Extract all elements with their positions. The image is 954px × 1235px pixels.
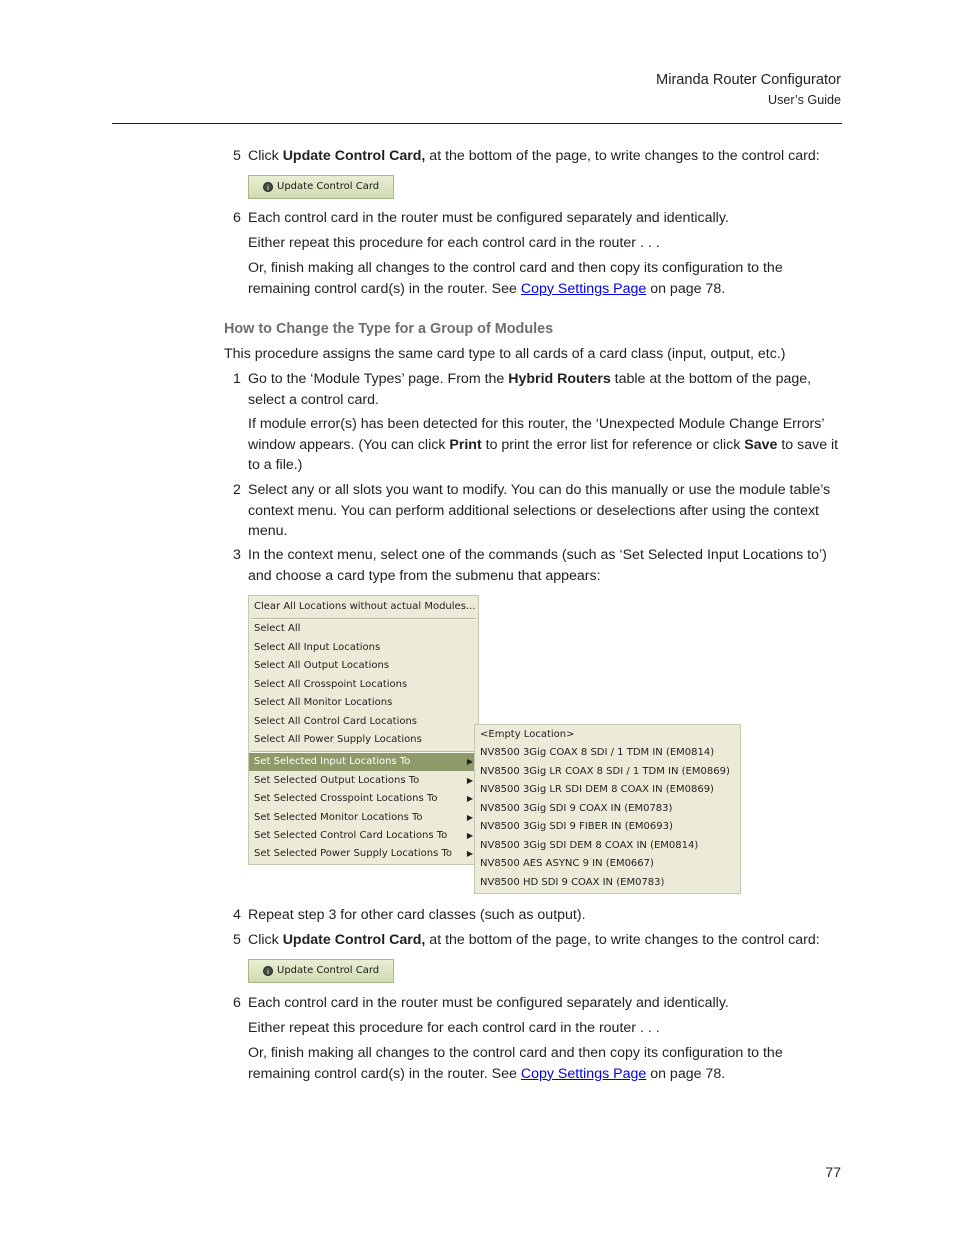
menu-item-select-crosspoint[interactable]: Select All Crosspoint Locations — [254, 679, 408, 690]
submenu-arrow-icon: ▶ — [466, 776, 473, 785]
submenu-arrow-icon: ▶ — [466, 849, 473, 858]
step-note: Or, finish making all changes to the control card and then copy its configuration to the remaining control card(s) in the router. See Copy Settings Page on page 78. — [248, 1045, 783, 1082]
step-text: Click Update Control Card, at the bottom of the page, to write changes to the control card: — [248, 932, 820, 948]
update-control-card-button[interactable] — [248, 175, 394, 199]
copy-settings-link[interactable]: Copy Settings Page — [520, 1065, 647, 1082]
update-control-card-label: Update Control Card — [277, 180, 380, 192]
submenu-item[interactable]: NV8500 3Gig LR COAX 8 SDI / 1 TDM IN (EM0869) — [480, 766, 730, 777]
submenu-item-empty-location[interactable]: <Empty Location> — [480, 729, 575, 740]
step-number: 5 — [233, 148, 241, 164]
step-number: 6 — [233, 995, 241, 1011]
info-icon: i — [263, 182, 273, 192]
menu-item-set-output[interactable]: Set Selected Output Locations To ▶ — [249, 772, 478, 790]
step-number: 3 — [233, 547, 241, 563]
step-number: 2 — [233, 482, 241, 498]
step-number: 5 — [233, 932, 241, 948]
section-heading: How to Change the Type for a Group of Modules — [224, 321, 554, 337]
copy-settings-link[interactable]: Copy Settings Page — [520, 280, 647, 297]
step-text: Go to the ‘Module Types’ page. From the Hybrid Routers table at the bottom of the page, select a control card. — [248, 371, 812, 408]
menu-item-set-power-supply[interactable]: Set Selected Power Supply Locations To ▶ — [249, 845, 478, 863]
menu-item-select-all[interactable]: Select All — [254, 623, 301, 634]
submenu-arrow-icon: ▶ — [466, 813, 473, 822]
header-rule — [112, 123, 842, 124]
submenu-item[interactable]: NV8500 3Gig SDI DEM 8 COAX IN (EM0814) — [480, 840, 699, 851]
update-control-card-label: Update Control Card — [277, 964, 380, 976]
submenu-arrow-icon: ▶ — [466, 794, 473, 803]
step-note: Either repeat this procedure for each control card in the router . . . — [248, 235, 660, 251]
step-text: Each control card in the router must be configured separately and identically. — [248, 995, 729, 1011]
submenu-arrow-icon: ▶ — [466, 757, 473, 766]
submenu-item[interactable]: NV8500 3Gig SDI 9 COAX IN (EM0783) — [480, 803, 673, 814]
submenu-item[interactable]: NV8500 AES ASYNC 9 IN (EM0667) — [480, 858, 654, 869]
step-number: 1 — [233, 371, 241, 387]
header-subtitle: User’s Guide — [767, 93, 841, 107]
menu-item-select-power-supply[interactable]: Select All Power Supply Locations — [254, 734, 422, 745]
menu-item-select-output[interactable]: Select All Output Locations — [254, 660, 390, 671]
submenu-item[interactable]: NV8500 3Gig SDI 9 FIBER IN (EM0693) — [480, 821, 673, 832]
menu-item-select-input[interactable]: Select All Input Locations — [254, 642, 381, 653]
context-submenu — [474, 724, 741, 894]
context-menu — [248, 595, 479, 865]
menu-item-set-monitor[interactable]: Set Selected Monitor Locations To ▶ — [249, 809, 478, 827]
submenu-arrow-icon: ▶ — [466, 831, 473, 840]
step-text: Each control card in the router must be configured separately and identically. — [248, 210, 729, 226]
step-note: If module error(s) has been detected for this router, the ‘Unexpected Module Change Errors’ window appears. (You can click Print to print the error list for reference or click Save to save it to a file.) — [248, 416, 839, 473]
menu-item-clear-locations[interactable]: Clear All Locations without actual Modules... — [254, 601, 476, 612]
step-text: Select any or all slots you want to modify. You can do this manually or use the module table’s context menu. You can perform additional selections or deselections after using the context menu. — [248, 482, 831, 539]
menu-item-select-monitor[interactable]: Select All Monitor Locations — [254, 697, 393, 708]
step-text: Repeat step 3 for other card classes (such as output). — [248, 907, 586, 923]
menu-item-set-crosspoint[interactable]: Set Selected Crosspoint Locations To ▶ — [249, 790, 478, 808]
step-number: 4 — [233, 907, 241, 923]
step-text: In the context menu, select one of the commands (such as ‘Set Selected Input Locations to’) and choose a card type from the submenu that appears: — [248, 547, 827, 584]
menu-item-set-input[interactable]: Set Selected Input Locations To ▶ — [249, 753, 478, 771]
submenu-item[interactable]: NV8500 3Gig COAX 8 SDI / 1 TDM IN (EM0814) — [480, 747, 715, 758]
step-number: 6 — [233, 210, 241, 226]
section-intro: This procedure assigns the same card type to all cards of a card class (input, output, etc.) — [224, 346, 786, 362]
menu-item-set-control-card[interactable]: Set Selected Control Card Locations To ▶ — [249, 827, 478, 845]
update-control-card-button[interactable] — [248, 959, 394, 983]
menu-item-select-control-card[interactable]: Select All Control Card Locations — [254, 716, 418, 727]
step-text: Click Update Control Card, at the bottom of the page, to write changes to the control card: — [248, 148, 820, 164]
page-number: 77 — [825, 1164, 841, 1180]
step-note: Or, finish making all changes to the control card and then copy its configuration to the remaining control card(s) in the router. See Copy Settings Page on page 78. — [248, 260, 783, 297]
info-icon: i — [263, 966, 273, 976]
header-title: Miranda Router Configurator — [656, 72, 841, 88]
step-note: Either repeat this procedure for each control card in the router . . . — [248, 1020, 660, 1036]
submenu-item[interactable]: NV8500 HD SDI 9 COAX IN (EM0783) — [480, 877, 665, 888]
submenu-item[interactable]: NV8500 3Gig LR SDI DEM 8 COAX IN (EM0869) — [480, 784, 714, 795]
